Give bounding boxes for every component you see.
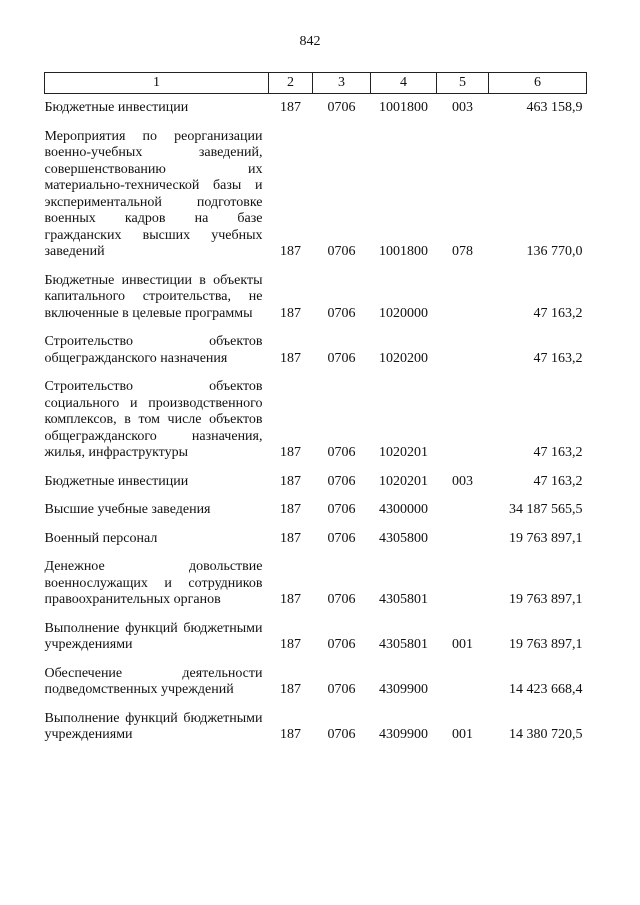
expense-type-code	[437, 367, 489, 462]
item-name: Бюджетные инвестиции	[44, 473, 189, 489]
section-code: 0706	[327, 350, 356, 366]
target-article-code: 4300000	[379, 502, 428, 517]
expense-type-code	[437, 519, 489, 548]
section-code: 0706	[327, 244, 356, 259]
item-name: Денежное довольствие военнослужащих и сотрудников правоохранительных органов	[44, 559, 263, 607]
expense-type-code	[437, 654, 489, 699]
amount: 136 770,0	[526, 244, 583, 259]
target-article-code: 4309900	[379, 682, 428, 697]
ministry-code: 187	[280, 305, 301, 321]
table-row	[45, 261, 587, 323]
amount: 19 763 897,1	[509, 637, 583, 652]
table-row	[45, 322, 587, 367]
target-article-code: 1020200	[379, 350, 428, 366]
table-row	[45, 117, 587, 261]
target-article-code: 1001800	[379, 100, 428, 115]
item-name: Военный персонал	[44, 530, 158, 546]
section-code: 0706	[327, 445, 356, 460]
item-name: Бюджетные инвестиции в объекты капитального строительства, не включенные в целевые программы	[44, 272, 263, 321]
column-header: 3	[313, 73, 371, 94]
target-article-code: 1020000	[379, 305, 428, 321]
section-code: 0706	[327, 305, 356, 321]
table-row	[45, 654, 587, 699]
ministry-code: 187	[280, 502, 301, 517]
expense-type-code: 001	[452, 727, 473, 742]
target-article-code: 4309900	[379, 727, 428, 742]
amount: 47 163,2	[533, 350, 583, 366]
item-name: Строительство объектов социального и производственного комплексов, в том числе объектов общегражданского назначения, жилья, инфраструктуры	[44, 379, 263, 460]
section-code: 0706	[327, 473, 356, 489]
table-row	[45, 490, 587, 519]
section-code: 0706	[327, 727, 356, 742]
table-row	[45, 94, 587, 117]
page-number: 842	[299, 34, 321, 49]
target-article-code: 4305800	[379, 530, 428, 546]
expense-type-code: 001	[452, 637, 473, 652]
ministry-code: 187	[280, 350, 301, 366]
ministry-code: 187	[280, 682, 301, 697]
item-name: Строительство объектов общегражданского назначения	[44, 334, 263, 366]
expense-type-code: 078	[452, 244, 473, 259]
section-code: 0706	[327, 637, 356, 652]
item-name: Выполнение функций бюджетными учреждениями	[44, 620, 263, 652]
budget-table	[44, 72, 587, 744]
ministry-code: 187	[280, 637, 301, 652]
amount: 14 423 668,4	[509, 682, 583, 697]
expense-type-code	[437, 322, 489, 367]
target-article-code: 4305801	[379, 592, 428, 607]
expense-type-code: 003	[452, 100, 473, 115]
column-header: 1	[45, 73, 269, 94]
table-row	[45, 547, 587, 609]
table-row	[45, 462, 587, 491]
section-code: 0706	[327, 502, 356, 517]
expense-type-code	[437, 261, 489, 323]
expense-type-code: 003	[452, 473, 473, 489]
ministry-code: 187	[280, 592, 301, 607]
table-row	[45, 367, 587, 462]
section-code: 0706	[327, 530, 356, 546]
table-row	[45, 609, 587, 654]
column-header: 4	[371, 73, 437, 94]
amount: 19 763 897,1	[509, 530, 583, 546]
amount: 14 380 720,5	[509, 727, 583, 742]
table-body	[45, 94, 587, 744]
section-code: 0706	[327, 682, 356, 697]
item-name: Высшие учебные заведения	[44, 502, 211, 517]
ministry-code: 187	[280, 530, 301, 546]
item-name: Выполнение функций бюджетными учреждениями	[44, 710, 263, 742]
column-header: 6	[489, 73, 587, 94]
table-row	[45, 699, 587, 744]
ministry-code: 187	[280, 100, 301, 115]
ministry-code: 187	[280, 473, 301, 489]
item-name: Обеспечение деятельности подведомственных учреждений	[44, 665, 263, 697]
target-article-code: 1001800	[379, 244, 428, 259]
amount: 19 763 897,1	[509, 592, 583, 607]
table-header-row	[45, 73, 587, 94]
item-name: Мероприятия по реорганизации военно-учебных заведений, совершенствованию их материально-технической базы и экспериментальной подготовке военных кадров на базе гражданских высших учебных заведений	[44, 128, 263, 259]
amount: 47 163,2	[533, 305, 583, 321]
amount: 463 158,9	[526, 100, 583, 115]
column-header: 2	[269, 73, 313, 94]
column-header: 5	[437, 73, 489, 94]
section-code: 0706	[327, 100, 356, 115]
target-article-code: 4305801	[379, 637, 428, 652]
table-row	[45, 519, 587, 548]
item-name: Бюджетные инвестиции	[44, 100, 189, 115]
target-article-code: 1020201	[379, 473, 428, 489]
amount: 47 163,2	[533, 473, 583, 489]
ministry-code: 187	[280, 244, 301, 259]
section-code: 0706	[327, 592, 356, 607]
expense-type-code	[437, 547, 489, 609]
expense-type-code	[437, 490, 489, 519]
ministry-code: 187	[280, 727, 301, 742]
amount: 34 187 565,5	[509, 502, 583, 517]
target-article-code: 1020201	[379, 445, 428, 460]
amount: 47 163,2	[533, 445, 583, 460]
ministry-code: 187	[280, 445, 301, 460]
